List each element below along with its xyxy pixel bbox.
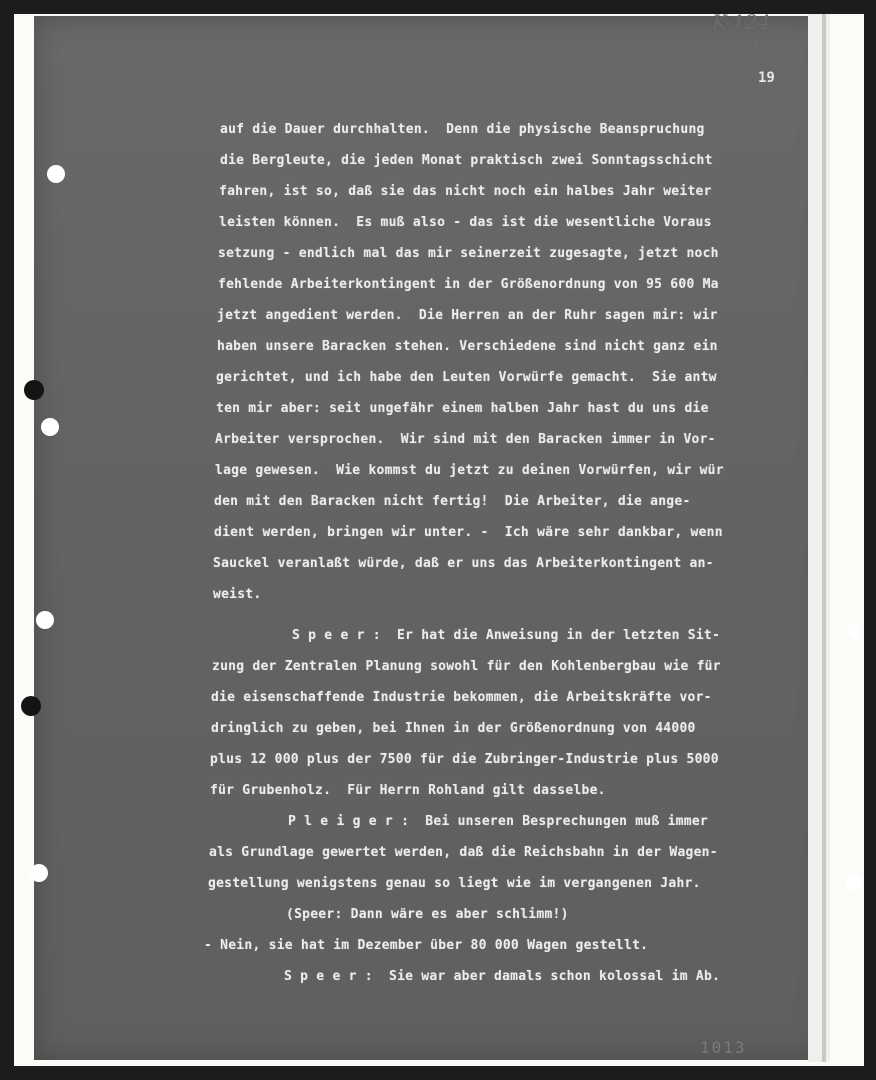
page-number: 19 bbox=[758, 70, 775, 86]
text-line: (Speer: Dann wäre es aber schlimm!) bbox=[286, 907, 569, 922]
text-line: Sauckel veranlaßt würde, daß er uns das Arbeiterkontingent an- bbox=[213, 556, 714, 571]
text-line: die Bergleute, die jeden Monat praktisch zwei Sonntagsschicht bbox=[220, 153, 713, 168]
text-line: die eisenschaffende Industrie bekommen, die Arbeitskräfte vor- bbox=[211, 690, 712, 705]
punch-hole bbox=[848, 623, 860, 639]
bottom-page-stamp: 1013 bbox=[700, 1038, 747, 1057]
right-margin-line bbox=[822, 14, 826, 1062]
archive-annotation-line1: K-124 bbox=[712, 10, 771, 34]
text-line: Arbeiter versprochen. Wir sind mit den Baracken immer in Vor- bbox=[215, 432, 716, 447]
text-line: fahren, ist so, daß sie das nicht noch ein halbes Jahr weiter bbox=[219, 184, 712, 199]
punch-hole bbox=[21, 696, 41, 716]
text-line: setzung - endlich mal das mir seinerzeit zugesagte, jetzt noch bbox=[218, 246, 719, 261]
text-line: dient werden, bringen wir unter. - Ich wäre sehr dankbar, wenn bbox=[214, 525, 723, 540]
text-line: fehlende Arbeiterkontingent in der Größenordnung von 95 600 Ma bbox=[218, 277, 719, 292]
punch-hole bbox=[47, 165, 65, 183]
punch-hole bbox=[24, 380, 44, 400]
text-line: gestellung wenigstens genau so liegt wie im vergangenen Jahr. bbox=[208, 876, 701, 891]
text-line: S p e e r : Sie war aber damals schon kolossal im Ab. bbox=[284, 969, 721, 984]
text-line: - Nein, sie hat im Dezember über 80 000 Wagen gestellt. bbox=[204, 938, 649, 953]
text-line: als Grundlage gewertet werden, daß die Reichsbahn in der Wagen- bbox=[209, 845, 718, 860]
text-line: auf die Dauer durchhalten. Denn die physische Beanspruchung bbox=[220, 122, 705, 137]
text-line: P l e i g e r : Bei unseren Besprechungen muß immer bbox=[288, 814, 708, 829]
text-line: haben unsere Baracken stehen. Verschiedene sind nicht ganz ein bbox=[217, 339, 718, 354]
text-line: den mit den Baracken nicht fertig! Die Arbeiter, die ange- bbox=[214, 494, 691, 509]
text-line: dringlich zu geben, bei Ihnen in der Größenordnung von 44000 bbox=[211, 721, 696, 736]
text-line: lage gewesen. Wie kommst du jetzt zu deinen Vorwürfen, wir wür bbox=[215, 463, 724, 478]
text-line: gerichtet, und ich habe den Leuten Vorwürfe gemacht. Sie antw bbox=[216, 370, 717, 385]
text-line: jetzt angedient werden. Die Herren an der Ruhr sagen mir: wir bbox=[217, 308, 718, 323]
right-margin-strip bbox=[808, 14, 830, 1062]
text-line: weist. bbox=[213, 587, 262, 602]
text-line: plus 12 000 plus der 7500 für die Zubringer-Industrie plus 5000 bbox=[210, 752, 719, 767]
archive-annotation-line2: 21 bbox=[736, 36, 762, 60]
text-line: S p e e r : Er hat die Anweisung in der letzten Sit- bbox=[292, 628, 721, 643]
punch-hole bbox=[845, 873, 863, 891]
text-line: zung der Zentralen Planung sowohl für den Kohlenbergbau wie für bbox=[212, 659, 721, 674]
punch-hole bbox=[36, 611, 54, 629]
text-line: für Grubenholz. Für Herrn Rohland gilt dasselbe. bbox=[210, 783, 606, 798]
punch-hole bbox=[41, 418, 59, 436]
punch-hole bbox=[30, 864, 48, 882]
text-line: leisten können. Es muß also - das ist die wesentliche Voraus bbox=[219, 215, 712, 230]
text-line: ten mir aber: seit ungefähr einem halben Jahr hast du uns die bbox=[216, 401, 709, 416]
